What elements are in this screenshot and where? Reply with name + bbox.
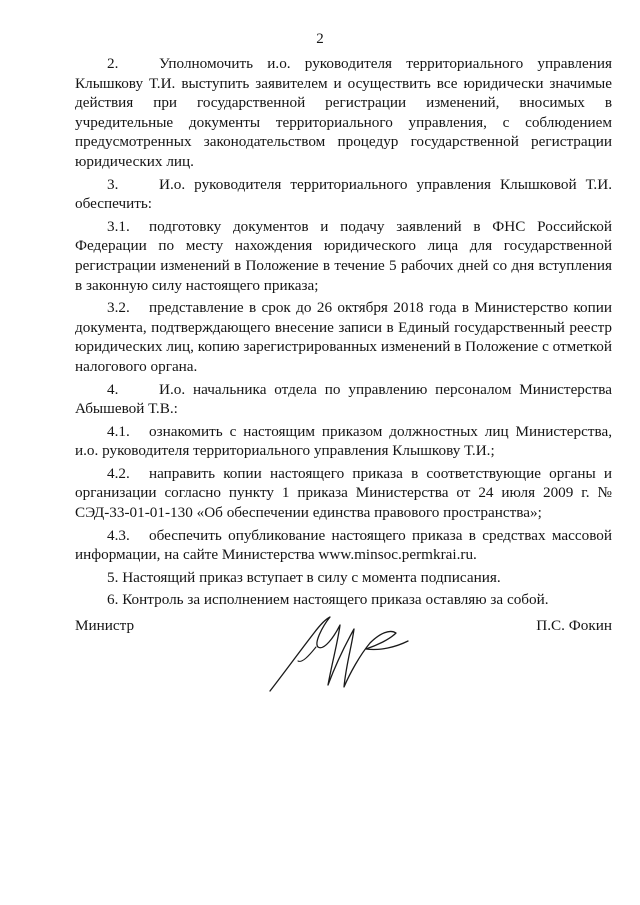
- paragraph-text: ознакомить с настоящим приказом должностных лиц Министерства, и.о. руководителя территориального управления Клышкову Т.И.;: [75, 422, 612, 460]
- paragraph-4-2: [75, 464, 612, 523]
- paragraph-text: И.о. руководителя территориального управления Клышковой Т.И. обеспечить:: [75, 175, 612, 213]
- paragraph-number: 4.3.: [107, 526, 130, 544]
- paragraph-text: Уполномочить и.о. руководителя территориального управления Клышкову Т.И. выступить заявителем и осуществить все юридически значимые действия при государственной регистрации изменений, вносимых в учредительные документы территориального управления, с соблюдением предусмотренных законодательством процедур государственной регистрации юридических лиц.: [75, 55, 612, 170]
- page-number: 2: [316, 31, 324, 47]
- signer-name: П.С. Фокин: [536, 617, 612, 634]
- paragraph-text: обеспечить опубликование настоящего приказа в средствах массовой информации, на сайте Министерства www.minsoc.permkrai.ru.: [75, 526, 612, 564]
- paragraph-2: [75, 54, 612, 172]
- paragraph-5: [75, 568, 612, 588]
- paragraph-number: 3.2.: [107, 299, 130, 317]
- paragraph-number: 4.: [107, 380, 119, 398]
- paragraph-text: подготовку документов и подачу заявлений в ФНС Российской Федерации по месту нахождения юридического лица для государственной регистрации изменений в Положение в течение 5 рабочих дней со дня вступления в законную силу настоящего приказа;: [75, 217, 612, 294]
- paragraph-text: направить копии настоящего приказа в соответствующие органы и организации согласно пункту 1 приказа Министерства от 24 июля 2009 г. № СЭД-33-01-01-130 «Об обеспечении единства правового пространства»;: [75, 464, 612, 522]
- paragraph-4: [75, 380, 612, 419]
- paragraph-number: 2.: [107, 55, 119, 72]
- paragraph-3: [75, 175, 612, 214]
- signer-title: Министр: [75, 617, 135, 634]
- paragraph-text: представление в срок до 26 октября 2018 года в Министерство копии документа, подтверждающего внесение записи в Единый государственный реестр юридических лиц, копию зарегистрированных изменений в Положение с отметкой налогового органа.: [75, 299, 612, 375]
- paragraph-text: 6. Контроль за исполнением настоящего приказа оставляю за собой.: [107, 591, 549, 609]
- paragraph-3-1: [75, 217, 612, 295]
- handwritten-signature: [262, 603, 412, 698]
- document-body: [75, 54, 612, 613]
- paragraph-4-3: [75, 526, 612, 565]
- paragraph-number: 3.: [107, 175, 119, 193]
- paragraph-text: И.о. начальника отдела по управлению персоналом Министерства Абышевой Т.В.:: [75, 380, 612, 418]
- paragraph-4-1: [75, 422, 612, 461]
- paragraph-3-2: [75, 298, 612, 376]
- paragraph-number: 3.1.: [107, 217, 130, 235]
- paragraph-number: 4.2.: [107, 464, 130, 482]
- paragraph-number: 4.1.: [107, 422, 130, 440]
- paragraph-text: 5. Настоящий приказ вступает в силу с момента подписания.: [107, 568, 501, 586]
